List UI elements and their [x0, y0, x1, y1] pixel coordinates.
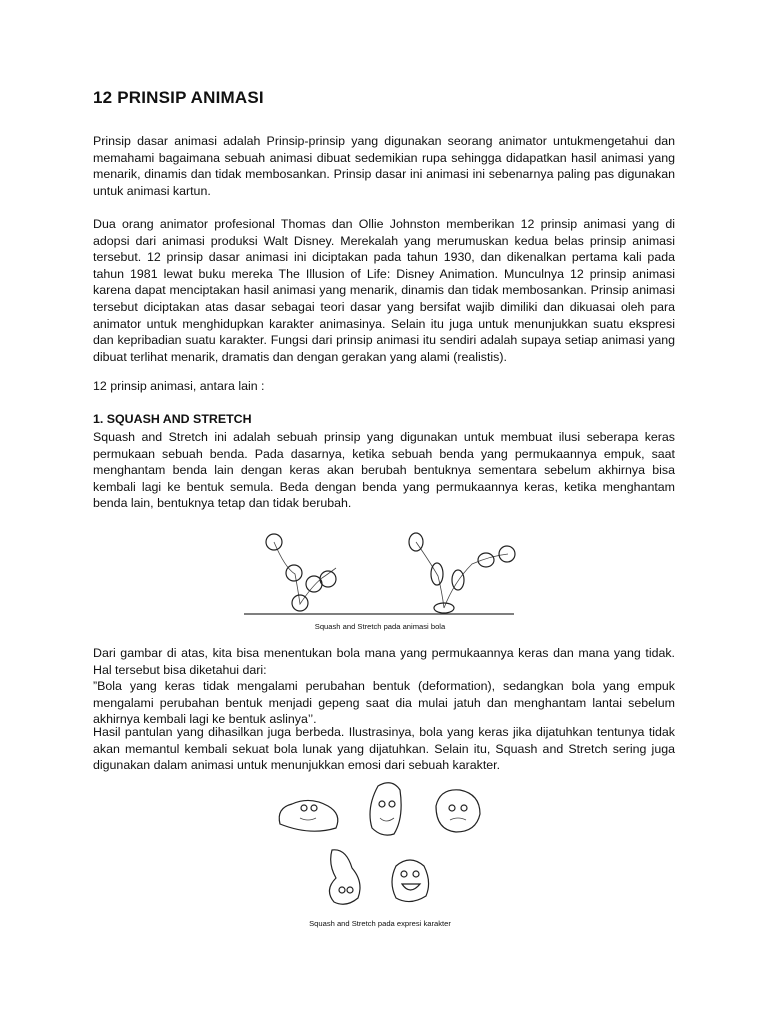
stretched-character-sketch: [370, 783, 401, 835]
paragraph-history: Dua orang animator profesional Thomas dan Ollie Johnston memberikan 12 prinsip animasi yang di adopsi dari animasi produksi Walt Disney. Merekalah yang merumuskan kedua belas prinsip animasi tersebut. 12 prinsip dasar animasi ini diciptakan pada tahun 1930, dan dikenalkan pertama kali pada tahun 1981 lewat buku mereka The Illusion of Life: Disney Animation. Munculnya 12 prinsip animasi karena dapat menciptakan hasil animasi yang menarik, dinamis dan tidak membosankan. Prinsip animasi tersebut diciptakan atas dasar sebagai teori dasar yang bersifat wajib dimiliki dan dikuasai oleh para animator untuk menghidupkan karakter animasinya. Selain itu juga untuk menunjukkan suatu ekspresi dan kepribadian suatu karakter. Fungsi dari prinsip animasi itu sendiri adalah supaya setiap animasi yang dibuat terlihat menarik, dramatis dan dengan gerakan yang alami (realistis).: [93, 217, 675, 364]
laughing-character-sketch: [392, 860, 429, 902]
paragraph-list-intro: 12 prinsip animasi, antara lain :: [93, 379, 265, 393]
character-expression-illustration: [270, 778, 500, 912]
paragraph-intro: Prinsip dasar animasi adalah Prinsip-prinsip yang digunakan seorang animator untukmengetahui dan memahami bagaimana sebuah animasi dibuat sedemikian rupa sehingga didapatkan hasil animasi yang menarik, dinamis dan tidak membosankan. Prinsip dasar ini animasi ini sebenarnya paling pas digunakan untuk animasi kartun.: [93, 134, 675, 198]
paragraph-bounce: Hasil pantulan yang dihasilkan juga berbeda. Ilustrasinya, bola yang keras jika dijatuhkan tentunya tidak akan memantul kembali sekuat bola lunak yang dijatuhkan. Selain itu, Squash and Stretch sering juga digunakan dalam animasi untuk menunjukkan emosi dari sebuah karakter.: [93, 725, 675, 773]
section-heading-squash-stretch: 1. SQUASH AND STRETCH: [93, 412, 252, 426]
bent-character-sketch: [329, 850, 360, 904]
paragraph-squash-stretch: Squash and Stretch ini adalah sebuah prinsip yang digunakan untuk membuat ilusi seberapa keras permukaan sebuah benda. Pada dasarnya, ketika sebuah benda yang permukaannya empuk, saat menghantam benda lain dengan keras akan berubah bentuknya sementara sebelum akhirnya bisa kembali lagi ke bentuk semula. Beda dengan benda yang permukaannya keras, ketika menghantam benda lain, bentuknya tetap dan tidak berubah.: [93, 430, 675, 511]
paragraph-explanation: Dari gambar di atas, kita bisa menentukan bola mana yang permukaannya keras dan mana yang tidak. Hal tersebut bisa diketahui dari:: [93, 646, 675, 677]
figure-caption-ball: Squash and Stretch pada animasi bola: [314, 622, 446, 631]
figure-caption-character: Squash and Stretch pada expresi karakter: [309, 919, 451, 928]
round-character-sketch: [436, 790, 480, 832]
paragraph-quote: ”Bola yang keras tidak mengalami perubahan bentuk (deformation), sedangkan bola yang empuk mengalami perubahan bentuk menjadi gepeng saat dia mulai jatuh dan menghantam lantai sebelum akhirnya kembali lagi ke bentuk aslinya’’.: [93, 679, 675, 727]
squashed-character-sketch: [279, 800, 338, 831]
page-title: 12 PRINSIP ANIMASI: [93, 88, 264, 107]
bouncing-ball-illustration: [240, 528, 520, 620]
